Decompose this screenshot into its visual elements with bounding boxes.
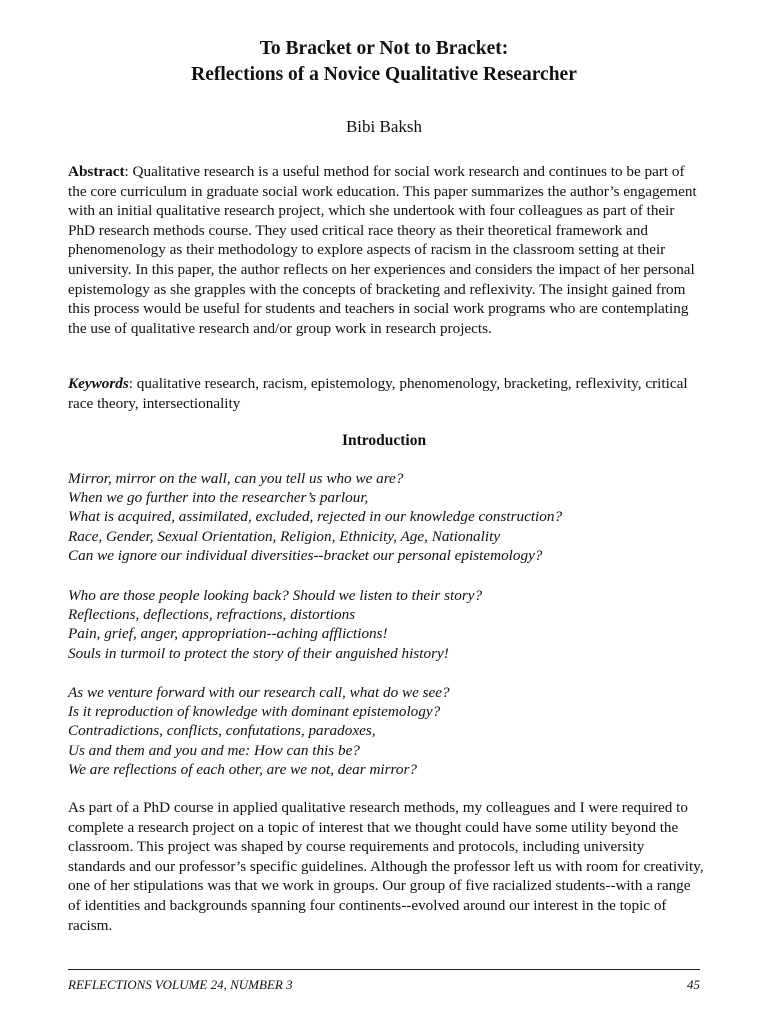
poem-line: Race, Gender, Sexual Orientation, Religion, Ethnicity, Age, Nationality bbox=[68, 527, 501, 545]
article-title-line-2: Reflections of a Novice Qualitative Researcher bbox=[191, 64, 577, 85]
abstract-paragraph bbox=[68, 162, 704, 338]
keywords-text: : qualitative research, racism, epistemology, phenomenology, bracketing, reflexivity, critical race theory, intersectionality bbox=[68, 375, 688, 412]
poem-line: Souls in turmoil to protect the story of their anguished history! bbox=[68, 644, 449, 662]
poem-line: Who are those people looking back? Should we listen to their story? bbox=[68, 587, 483, 604]
poem-line: What is acquired, assimilated, excluded, rejected in our knowledge construction? bbox=[68, 508, 563, 526]
poem-line: Mirror, mirror on the wall, can you tell us who we are? bbox=[68, 470, 404, 487]
author-name: Bibi Baksh bbox=[345, 117, 423, 136]
poem-stanza-2 bbox=[68, 586, 704, 663]
keywords-paragraph bbox=[68, 374, 704, 413]
footer-page-number: 45 bbox=[687, 977, 700, 992]
poem-stanza-3 bbox=[68, 683, 704, 779]
poem-line: We are reflections of each other, are we not, dear mirror? bbox=[68, 760, 417, 778]
poem-stanza-1 bbox=[68, 469, 704, 565]
poem-line: When we go further into the researcher’s parlour, bbox=[68, 489, 369, 507]
footer-journal-info: REFLECTIONS VOLUME 24, NUMBER 3 bbox=[68, 977, 293, 992]
abstract-label: Abstract bbox=[68, 163, 125, 180]
poem-line: Contradictions, conflicts, confutations, paradoxes, bbox=[68, 722, 376, 740]
article-title-line-1: To Bracket or Not to Bracket: bbox=[259, 38, 509, 59]
body-paragraph: As part of a PhD course in applied qualitative research methods, my colleagues and I were required to complete a research project on a topic of interest that we thought could have some utility beyond the classroom. This project was shaped by course requirements and protocols, including university standards and our professor’s specific guidelines. Although the professor left us with room for creativity, one of her stipulations was that we work in groups. Our group of five racialized students--with a range of identities and backgrounds spanning four continents--evolved around our interest in the topic of racism. bbox=[68, 799, 704, 934]
poem-line: Reflections, deflections, refractions, distortions bbox=[68, 606, 356, 624]
poem-line: Pain, grief, anger, appropriation--aching afflictions! bbox=[68, 625, 388, 643]
poem-line: Is it reproduction of knowledge with dominant epistemology? bbox=[68, 703, 441, 721]
poem-line: As we venture forward with our research call, what do we see? bbox=[68, 684, 450, 701]
poem-line: Us and them and you and me: How can this be? bbox=[68, 741, 360, 759]
footer-divider bbox=[68, 969, 700, 970]
keywords-label: Keywords bbox=[68, 375, 129, 392]
abstract-text: : Qualitative research is a useful method for social work research and continues to be part of the core curriculum in graduate social work education. This paper summarizes the author’s engagement with an initial qualitative research project, which she undertook with four colleagues as part of their PhD research methods course. They used critical race theory as their theoretical framework and phenomenology as their methodology to explore aspects of racism in the classroom setting at their university. In this paper, the author reflects on her experiences and considers the impact of her personal epistemology as she grapples with the concepts of bracketing and reflexivity. The insight gained from this process would be useful for students and teachers in social work programs who are contemplating the use of qualitative research and/or group work in research projects. bbox=[68, 163, 697, 337]
section-heading-introduction: Introduction bbox=[341, 432, 427, 449]
poem-line: Can we ignore our individual diversities--bracket our personal epistemology? bbox=[68, 546, 543, 564]
